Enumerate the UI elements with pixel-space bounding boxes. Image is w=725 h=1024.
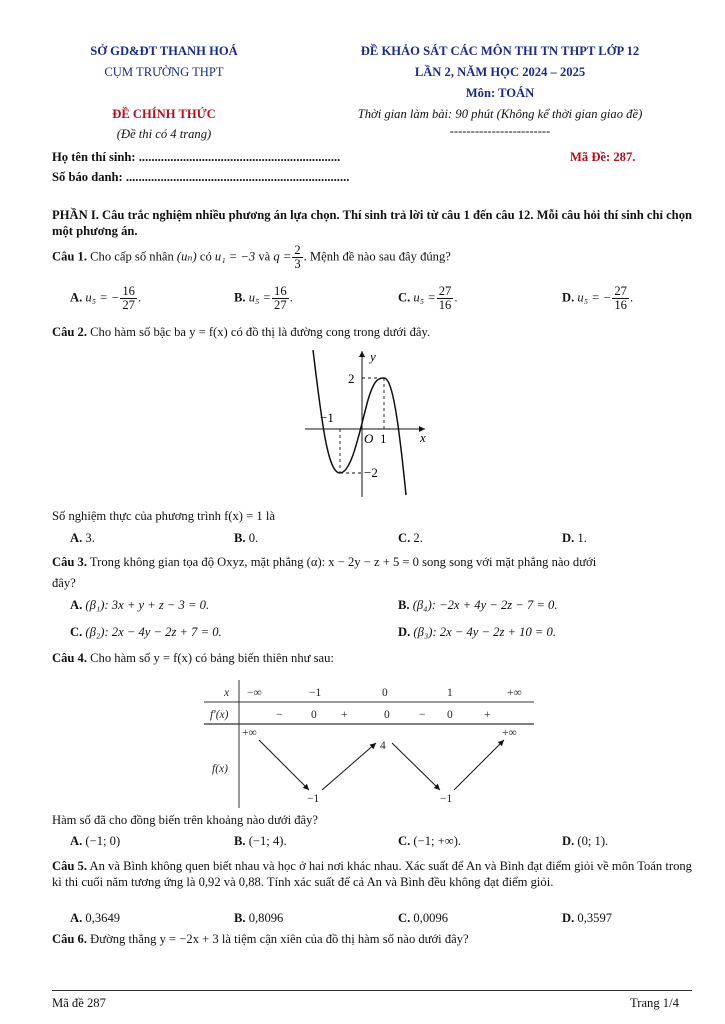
footer-page-number: Trang 1/4 bbox=[630, 996, 679, 1010]
q3-option-a[interactable]: A. (β₁): 3x + y + z − 3 = 0. bbox=[70, 598, 210, 612]
f-val-left: +∞ bbox=[242, 727, 257, 739]
tick-1: 1 bbox=[380, 431, 387, 446]
q5-option-a[interactable]: A. 0,3649 bbox=[70, 911, 121, 925]
tick-2: 2 bbox=[348, 371, 355, 386]
tick-minus-1: −1 bbox=[320, 410, 334, 425]
q2-option-c[interactable]: C. 2. bbox=[398, 531, 423, 545]
question-1: Câu 1. Cho cấp số nhân (uₙ) có u₁ = −3 và q = $\frac{2}{3}$ . Mệnh đề nào sau đây đúng? bbox=[52, 243, 451, 272]
x-val: +∞ bbox=[507, 687, 522, 699]
question-6: Câu 6. Đường thẳng y = −2x + 3 là tiệm cận xiên của đồ thị hàm số nào dưới đây? bbox=[52, 932, 469, 946]
q1-option-a[interactable]: A. u₅ = − $\frac{16}{27}$ . bbox=[70, 284, 142, 313]
q2-option-d[interactable]: D. 1. bbox=[562, 531, 587, 545]
sign: − bbox=[276, 709, 283, 721]
x-val: 1 bbox=[447, 687, 453, 699]
x-val: 0 bbox=[382, 687, 388, 699]
sign: 0 bbox=[384, 709, 390, 721]
student-name-field: Họ tên thí sinh: ................................................................ bbox=[52, 150, 341, 164]
exam-title: ĐỀ KHẢO SÁT CÁC MÔN THI TN THPT LỚP 12 bbox=[360, 44, 640, 58]
student-id-field: Số báo danh: ....................................................................... bbox=[52, 170, 350, 184]
sign: + bbox=[484, 709, 491, 721]
q3-option-d[interactable]: D. (β₃): 2x − 4y − 2z + 10 = 0. bbox=[398, 625, 556, 639]
header-separator: ------------------------ bbox=[449, 124, 551, 138]
y-axis-label: y bbox=[370, 349, 376, 364]
x-val: −1 bbox=[309, 687, 322, 699]
x-val: −∞ bbox=[247, 687, 262, 699]
official-label: ĐỀ CHÍNH THỨC bbox=[112, 107, 216, 121]
time-note: Thời gian làm bài: 90 phút (Không kể thời gian giao đề) bbox=[357, 107, 643, 121]
row-fprime-label: f′(x) bbox=[210, 709, 229, 721]
origin-label: O bbox=[364, 431, 374, 446]
department-name: SỞ GD&ĐT THANH HOÁ bbox=[90, 44, 238, 58]
question-3-line2: đây? bbox=[52, 576, 76, 590]
footer-divider bbox=[52, 990, 692, 991]
question-5: Câu 5. An và Bình không quen biết nhau và học ở hai nơi khác nhau. Xác suất để An và Bình đạt điểm giỏi về môn Toán trong kì thi cuối năm tương ứng là 0,92 và 0,88. Tính xác suất để cả An và Bình đều không đạt điểm giỏi. bbox=[52, 859, 692, 889]
row-f-label: f(x) bbox=[212, 763, 228, 775]
f-val-max: 4 bbox=[380, 740, 386, 752]
tick-minus-2: −2 bbox=[364, 465, 378, 480]
q1-option-c[interactable]: C. u₅ = $\frac{27}{16}$ . bbox=[398, 284, 458, 313]
f-val-min2: −1 bbox=[440, 793, 453, 805]
subject: Môn: TOÁN bbox=[465, 86, 535, 100]
q5-option-d[interactable]: D. 0,3597 bbox=[562, 911, 613, 925]
q4-option-a[interactable]: A. (−1; 0) bbox=[70, 834, 121, 848]
school-cluster: CỤM TRƯỜNG THPT bbox=[104, 65, 224, 79]
q4-option-b[interactable]: B. (−1; 4). bbox=[234, 834, 287, 848]
row-x-label: x bbox=[224, 687, 230, 699]
cubic-graph bbox=[300, 345, 435, 500]
q5-option-b[interactable]: B. 0,8096 bbox=[234, 911, 284, 925]
q2-question-text: Số nghiệm thực của phương trình f(x) = 1 là bbox=[52, 509, 275, 523]
q1-option-b[interactable]: B. u₅ = $\frac{16}{27}$ . bbox=[234, 284, 293, 313]
exam-code: Mã Đề: 287. bbox=[570, 150, 636, 164]
exam-round: LẦN 2, NĂM HỌC 2024 – 2025 bbox=[414, 65, 586, 79]
part1-instructions: PHẦN I. Câu trắc nghiệm nhiều phương án lựa chọn. Thí sinh trả lời từ câu 1 đến câu 12. Mỗi câu hỏi thí sinh chỉ chọn một phương án. bbox=[52, 208, 692, 238]
sign: 0 bbox=[447, 709, 453, 721]
x-axis-label: x bbox=[420, 430, 426, 445]
q4-option-c[interactable]: C. (−1; +∞). bbox=[398, 834, 462, 848]
sign: + bbox=[341, 709, 348, 721]
q4-option-d[interactable]: D. (0; 1). bbox=[562, 834, 609, 848]
q3-option-b[interactable]: B. (β₄): −2x + 4y − 2z − 7 = 0. bbox=[398, 598, 558, 612]
sign: 0 bbox=[311, 709, 317, 721]
footer-exam-code: Mã đề 287 bbox=[52, 996, 106, 1010]
q3-option-c[interactable]: C. (β₂): 2x − 4y − 2z + 7 = 0. bbox=[70, 625, 222, 639]
q2-option-a[interactable]: A. 3. bbox=[70, 531, 95, 545]
f-val-min1: −1 bbox=[307, 793, 320, 805]
question-2: Câu 2. Cho hàm số bậc ba y = f(x) có đồ thị là đường cong trong dưới đây. bbox=[52, 325, 431, 339]
q2-option-b[interactable]: B. 0. bbox=[234, 531, 259, 545]
question-4: Câu 4. Cho hàm số y = f(x) có bảng biến thiên như sau: bbox=[52, 651, 334, 665]
question-3: Câu 3. Trong không gian tọa độ Oxyz, mặt phẳng (α): x − 2y − z + 5 = 0 song song với mặt phẳng nào dưới bbox=[52, 555, 597, 569]
f-val-right: +∞ bbox=[502, 727, 517, 739]
q1-option-d[interactable]: D. u₅ = − $\frac{27}{16}$ . bbox=[562, 284, 634, 313]
sign: − bbox=[419, 709, 426, 721]
pages-note: (Đề thi có 4 trang) bbox=[116, 127, 212, 141]
question-label: Câu 1. bbox=[52, 249, 87, 264]
q5-option-c[interactable]: C. 0,0096 bbox=[398, 911, 449, 925]
variation-table bbox=[204, 680, 534, 808]
q4-question-text: Hàm số đã cho đồng biến trên khoảng nào dưới đây? bbox=[52, 813, 318, 827]
